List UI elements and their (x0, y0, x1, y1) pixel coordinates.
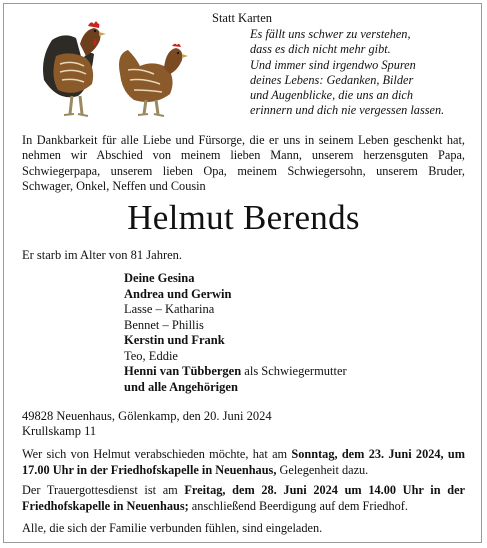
poem-line: dass es dich nicht mehr gibt. (250, 42, 391, 57)
family-member: Bennet – Phillis (124, 317, 204, 332)
service-text: Der Trauergottesdienst ist am (22, 483, 185, 497)
family-member: und alle Angehörigen (124, 379, 238, 394)
family-member: Teo, Eddie (124, 348, 178, 363)
service-paragraph (22, 482, 465, 514)
memorial-poem (250, 27, 480, 119)
deceased-name: Helmut Berends (127, 198, 360, 237)
poem-line: deines Lebens: Gedanken, Bilder (250, 72, 414, 87)
family-member-relation: als Schwiegermutter (241, 364, 347, 378)
hen-left (43, 22, 106, 117)
chickens-image (36, 10, 196, 122)
place-date: 49828 Neuenhaus, Gölenkamp, den 20. Juni 2024 (22, 409, 272, 423)
hen-right (119, 44, 188, 116)
service-text-end: anschließend Beerdigung auf dem Friedhof. (188, 499, 408, 514)
farewell-paragraph (22, 446, 465, 478)
statt-karten-label: Statt Karten (212, 11, 273, 25)
farewell-time: Sonntag, dem 23. Juni 2024, um 17.00 Uhr in der Friedhofskapelle in Neuenhaus, (22, 447, 465, 478)
street: Krullskamp 11 (22, 424, 97, 439)
age-line: Er starb im Alter von 81 Jahren. (22, 248, 183, 262)
family-member-name: Henni van Tübbergen (124, 364, 242, 378)
poem-line: erinnern und dich nie vergessen lassen. (250, 103, 445, 118)
farewell-text-end: Gelegenheit dazu. (276, 463, 369, 478)
family-member: Lasse – Katharina (124, 302, 215, 316)
family-member: Deine Gesina (124, 271, 195, 285)
poem-line: und Augenblicke, die uns an dich (250, 88, 414, 103)
poem-line: Es fällt uns schwer zu verstehen, (250, 27, 411, 41)
poem-line: Und immer sind irgendwo Spuren (250, 57, 416, 72)
family-list (124, 271, 347, 395)
service-time: Freitag, dem 28. Juni 2024 um 14.00 Uhr in der Friedhofskapelle in Neuenhaus; (22, 483, 465, 514)
family-member (124, 364, 347, 380)
intro-paragraph: In Dankbarkeit für alle Liebe und Fürsorge, die er uns in seinem Leben geschenkt hat, nehmen wir Abschied von meinem lieben Mann, unserem herzensguten Papa, Schwiegerpapa, unserem lieben Opa, meinem Schwiegersohn, unserem Bruder, Schwager, Onkel, Neffen und Cousin (22, 133, 465, 194)
closing-line: Alle, die sich der Familie verbunden fühlen, sind eingeladen. (22, 521, 323, 535)
address-block (22, 409, 272, 439)
farewell-text: Wer sich von Helmut verabschieden möchte, hat am (22, 447, 292, 461)
family-member: Kerstin und Frank (124, 333, 225, 347)
family-member: Andrea und Gerwin (124, 286, 232, 301)
